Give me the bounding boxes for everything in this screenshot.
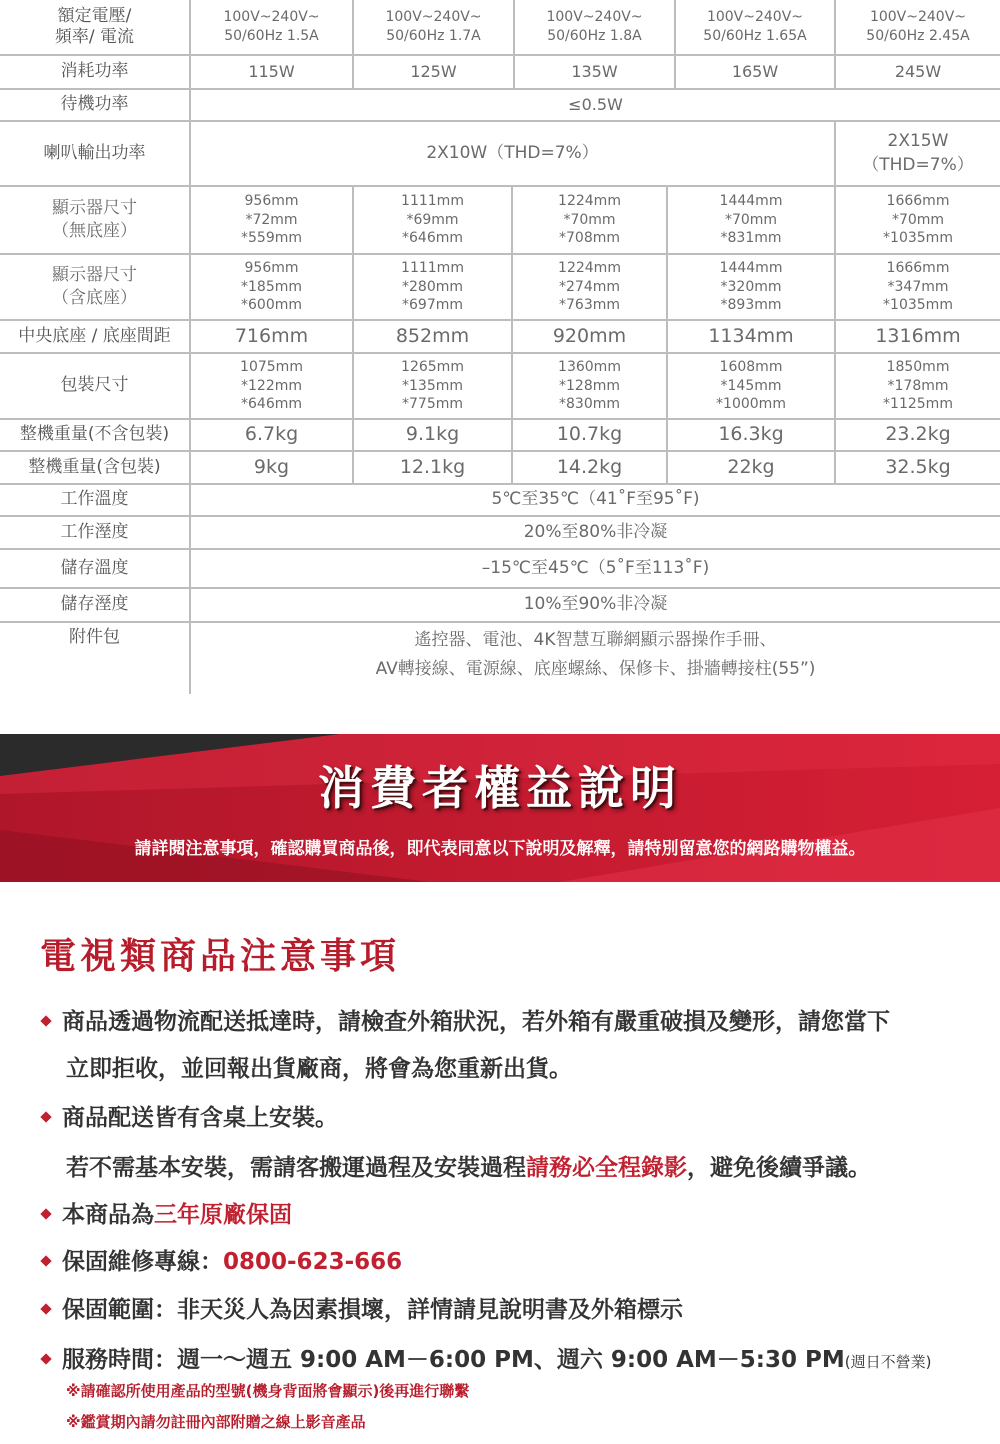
- table-cell-span: –15℃至45℃（5˚F至113˚F): [481, 557, 710, 578]
- table-cell: 1444mm *320mm *893mm: [719, 259, 783, 314]
- table-cell-span: 20%至80%非冷凝: [523, 521, 668, 542]
- table-cell: 100V~240V~ 50/60Hz 2.45A: [866, 9, 970, 44]
- table-cell: 852mm: [395, 324, 470, 347]
- table-cell: 1224mm *274mm *763mm: [558, 259, 621, 314]
- table-cell-span: 10%至90%非冷凝: [523, 594, 668, 615]
- table-cell: 14.2kg: [556, 455, 623, 478]
- table-cell: 1316mm: [875, 324, 961, 347]
- table-cell: 1265mm *135mm *775mm: [401, 358, 464, 413]
- row-label: 整機重量(含包裝): [28, 456, 161, 477]
- notice-item: [42, 1196, 292, 1229]
- row-label: 額定電壓/ 頻率/ 電流: [54, 5, 135, 47]
- notice-text: 若不需基本安裝，需請客搬運過程及安裝過程: [66, 1155, 526, 1181]
- row-label: 待機功率: [60, 94, 129, 115]
- table-cell: 716mm: [234, 324, 309, 347]
- row-label: 中央底座 / 底座間距: [18, 325, 171, 346]
- table-cell: 1111mm *280mm *697mm: [401, 259, 464, 314]
- table-cell: 1360mm *128mm *830mm: [558, 358, 621, 413]
- table-cell-span: 2X10W（THD=7%）: [426, 142, 599, 163]
- notice-item: [42, 1291, 683, 1324]
- table-cell: 100V~240V~ 50/60Hz 1.8A: [546, 9, 643, 44]
- notice-text: 商品配送皆有含桌上安裝。: [62, 1105, 338, 1131]
- row-label: 消耗功率: [60, 61, 129, 82]
- notice-item-continued: [42, 1149, 871, 1182]
- notice-item: [42, 1099, 338, 1132]
- table-cell: 1224mm *70mm *708mm: [558, 192, 621, 247]
- table-cell: 1666mm *347mm *1035mm: [883, 259, 953, 314]
- table-cell: 1444mm *70mm *831mm: [719, 192, 783, 247]
- row-label: 顯示器尺寸 （含底座）: [52, 265, 137, 308]
- table-cell: 135W: [571, 62, 618, 81]
- table-cell: 165W: [731, 62, 779, 81]
- table-cell: 1608mm *145mm *1000mm: [716, 358, 786, 413]
- notice-title: 電視類商品注意事項: [40, 936, 401, 977]
- notice-highlight: 請務必全程錄影: [526, 1155, 687, 1181]
- notice-item: [42, 1003, 890, 1036]
- table-cell: 2X15W （THD=7%）: [862, 130, 974, 175]
- table-cell-span: 遙控器、電池、4K智慧互聯網顯示器操作手冊、 AV轉接線、電源線、底座螺絲、保修卡、掛牆轉接柱(55”): [375, 630, 816, 679]
- table-cell: 9kg: [253, 455, 290, 478]
- table-cell: 956mm *185mm *600mm: [241, 259, 302, 314]
- row-label: 包裝尺寸: [60, 375, 129, 396]
- diamond-bullet-icon: [40, 1208, 51, 1219]
- footnote: ※請確認所使用產品的型號(機身背面將會顯示)後再進行聯繫: [66, 1382, 470, 1400]
- table-cell: 125W: [410, 62, 457, 81]
- row-label: 整機重量(不含包裝): [19, 424, 170, 445]
- footnote: ※鑑賞期內請勿註冊內部附贈之線上影音產品: [66, 1413, 366, 1431]
- table-cell: 9.1kg: [405, 423, 460, 446]
- table-cell-span: 5℃至35℃（41˚F至95˚F): [491, 489, 700, 510]
- table-cell: 16.3kg: [718, 423, 784, 446]
- table-cell: 100V~240V~ 50/60Hz 1.7A: [385, 9, 482, 44]
- table-cell: 22kg: [727, 455, 775, 478]
- table-cell: 10.7kg: [556, 423, 623, 446]
- banner-title: 消費者權益說明: [318, 761, 682, 815]
- table-cell: 1075mm *122mm *646mm: [240, 358, 303, 413]
- notice-item-continued: [42, 1050, 572, 1083]
- notice-text: 本商品為: [62, 1202, 154, 1228]
- diamond-bullet-icon: [40, 1353, 51, 1364]
- warranty-phone: 0800-623-666: [223, 1249, 403, 1275]
- table-cell: 245W: [894, 62, 942, 81]
- table-cell: 1850mm *178mm *1125mm: [883, 358, 953, 413]
- diamond-bullet-icon: [40, 1015, 51, 1026]
- consumer-rights-banner: [0, 734, 1000, 882]
- table-cell: 23.2kg: [885, 423, 951, 446]
- table-cell: 12.1kg: [399, 455, 466, 478]
- notice-highlight: 三年原廠保固: [154, 1202, 292, 1228]
- table-cell: 115W: [248, 62, 295, 81]
- diamond-bullet-icon: [40, 1255, 51, 1266]
- table-cell: 6.7kg: [244, 423, 299, 446]
- notice-text: ，避免後續爭議。: [687, 1155, 871, 1181]
- notice-item: [42, 1341, 931, 1374]
- diamond-bullet-icon: [40, 1303, 51, 1314]
- row-label: 附件包: [69, 627, 120, 648]
- row-label: 顯示器尺寸 （無底座）: [52, 198, 137, 241]
- spec-table: [0, 0, 1000, 700]
- table-cell-span: ≤0.5W: [568, 95, 623, 114]
- row-label: 工作溼度: [60, 521, 129, 542]
- banner-subtitle: 請詳閱注意事項，確認購買商品後，即代表同意以下說明及解釋，請特別留意您的網路購物權益。: [134, 839, 866, 859]
- row-label: 喇叭輸出功率: [43, 142, 146, 163]
- notice-small-note: (週日不營業): [844, 1353, 932, 1371]
- notice-text: 保固範圍：非天災人為因素損壞，詳情請見說明書及外箱標示: [62, 1297, 683, 1323]
- table-cell: 32.5kg: [885, 455, 951, 478]
- notice-item: [42, 1243, 402, 1276]
- row-label: 工作溫度: [60, 489, 129, 510]
- notice-text: 商品透過物流配送抵達時，請檢查外箱狀況，若外箱有嚴重破損及變形，請您當下: [62, 1009, 890, 1035]
- table-cell: 100V~240V~ 50/60Hz 1.65A: [703, 9, 807, 44]
- notice-text: 服務時間：週一～週五 9:00 AM－6:00 PM、週六 9:00 AM－5:30 PM: [62, 1347, 845, 1373]
- table-cell: 1111mm *69mm *646mm: [401, 192, 464, 247]
- diamond-bullet-icon: [40, 1111, 51, 1122]
- notice-text: 保固維修專線：: [62, 1249, 223, 1275]
- table-cell: 1134mm: [708, 324, 794, 347]
- table-cell: 956mm *72mm *559mm: [241, 192, 302, 247]
- table-cell: 920mm: [552, 324, 627, 347]
- row-label: 儲存溼度: [60, 594, 129, 615]
- row-label: 儲存溫度: [60, 557, 129, 578]
- table-cell: 1666mm *70mm *1035mm: [883, 192, 953, 247]
- table-cell: 100V~240V~ 50/60Hz 1.5A: [223, 9, 320, 44]
- notice-text: 立即拒收，並回報出貨廠商，將會為您重新出貨。: [66, 1056, 572, 1082]
